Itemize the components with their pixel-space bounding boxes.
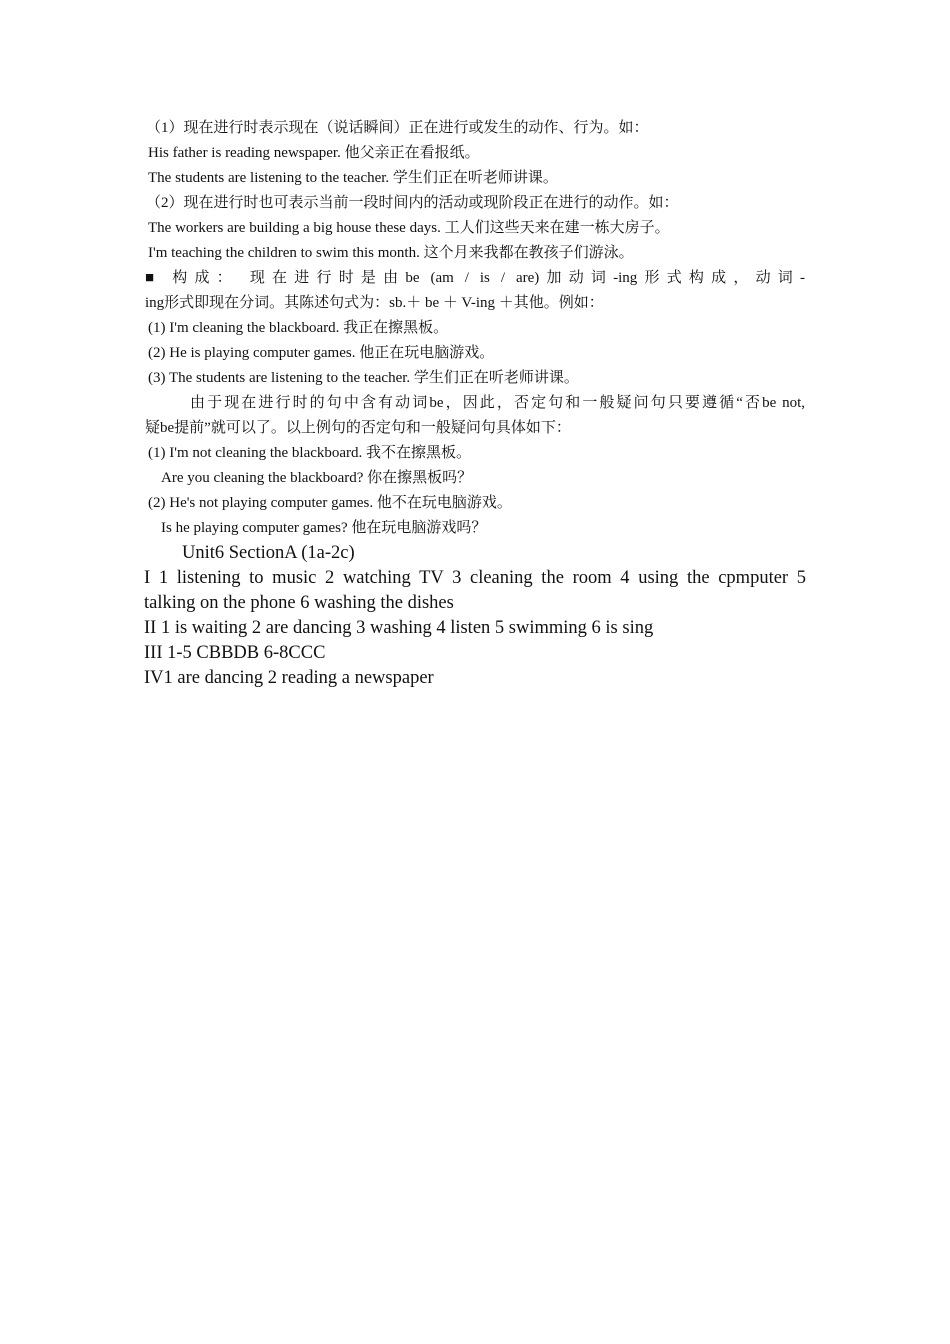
answer-line-4: IV1 are dancing 2 reading a newspaper — [144, 668, 434, 688]
example-line-3: (3) The students are listening to the teacher. 学生们正在听老师讲课。 — [148, 370, 579, 386]
example-line-2: (2) He is playing computer games. 他正在玩电脑游戏。 — [148, 345, 495, 361]
text-line-2: His father is reading newspaper. 他父亲正在看报纸。 — [148, 145, 480, 161]
text-line-8: ing形式即现在分词。其陈述句式为：sb.＋ be ＋ V-ing ＋其他。例如： — [145, 295, 604, 311]
text-line-13: 疑be提前”就可以了。以上例句的否定句和一般疑问句具体如下： — [145, 420, 571, 436]
negative-example-1: (1) I'm not cleaning the blackboard. 我不在擦黑板。 — [148, 445, 472, 461]
section-heading: Unit6 SectionA (1a-2c) — [182, 543, 355, 563]
text-line-12: 由于现在进行时的句中含有动词be，因此，否定句和一般疑问句只要遵循“否be not, — [190, 395, 805, 411]
negative-example-2: (2) He's not playing computer games. 他不在玩电脑游戏。 — [148, 495, 512, 511]
text-line-1: （1）现在进行时表示现在（说话瞬间）正在进行或发生的动作、行为。如： — [146, 120, 649, 136]
text-line-3: The students are listening to the teacher. 学生们正在听老师讲课。 — [148, 170, 558, 186]
example-line-1: (1) I'm cleaning the blackboard. 我正在擦黑板。 — [148, 320, 449, 336]
question-example-2: Is he playing computer games? 他在玩电脑游戏吗？ — [161, 520, 487, 536]
text-line-4: （2）现在进行时也可表示当前一段时间内的活动或现阶段正在进行的动作。如： — [146, 195, 679, 211]
answer-line-3: III 1-5 CBBDB 6-8CCC — [144, 643, 326, 663]
answer-line-1: I 1 listening to music 2 watching TV 3 cleaning the room 4 using the cpmputer 5 — [144, 568, 806, 588]
question-example-1: Are you cleaning the blackboard? 你在擦黑板吗？ — [161, 470, 473, 486]
text-line-6: I'm teaching the children to swim this month. 这个月来我都在教孩子们游泳。 — [148, 245, 634, 261]
text-line-5: The workers are building a big house these days. 工人们这些天来在建一栋大房子。 — [148, 220, 670, 236]
text-line-7: ■ 构成： 现在进行时是由be (am / is / are)加动词-ing形式构成，动词- — [145, 270, 805, 286]
answer-line-2: II 1 is waiting 2 are dancing 3 washing 4 listen 5 swimming 6 is sing — [144, 618, 654, 638]
answer-line-1-cont: talking on the phone 6 washing the dishes — [144, 593, 454, 613]
